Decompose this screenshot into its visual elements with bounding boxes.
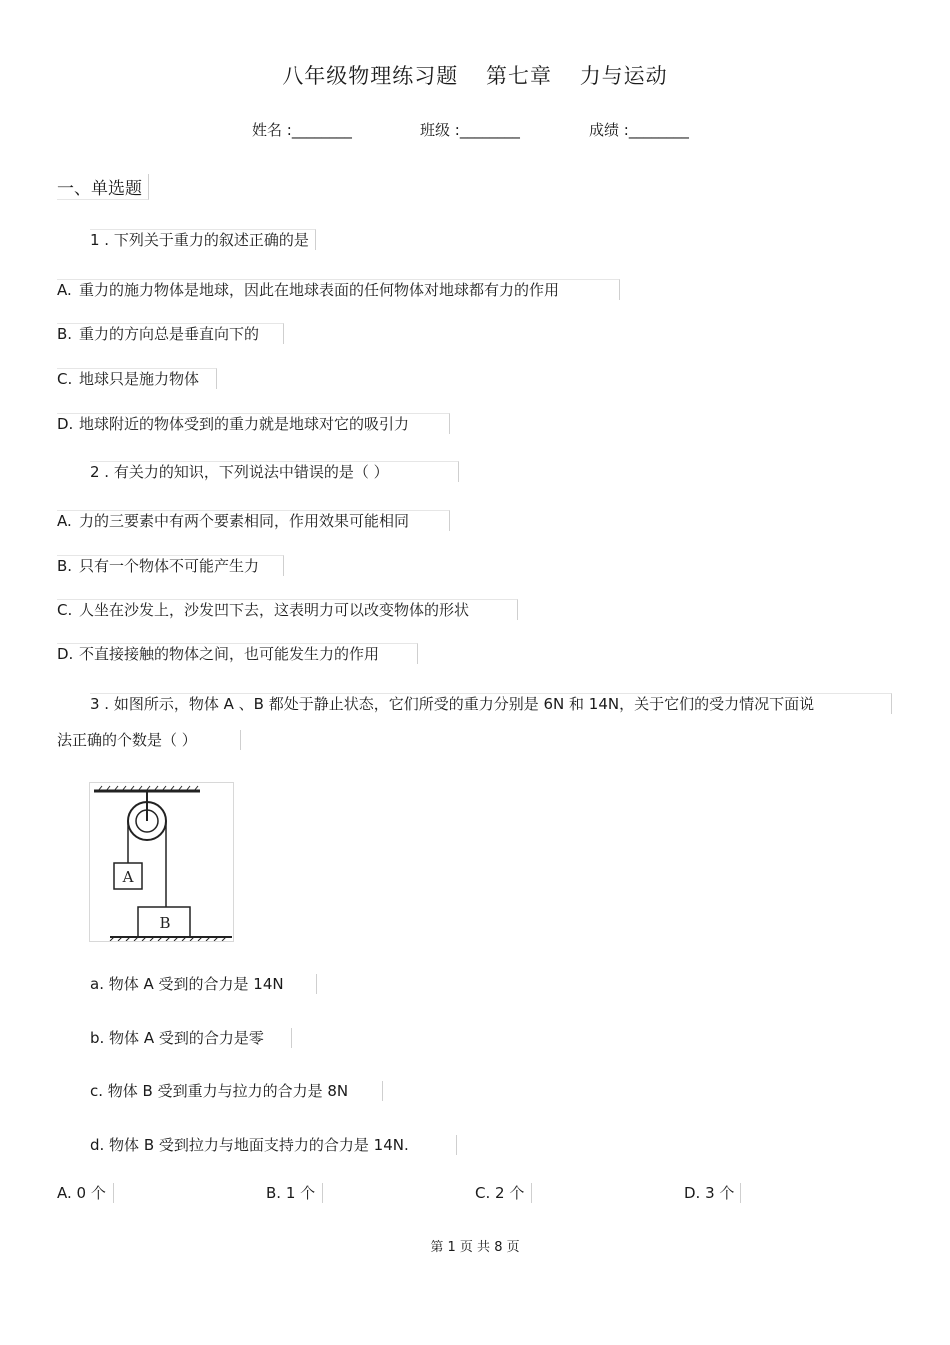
choice-letter: C. <box>475 1184 491 1202</box>
option-text: 地球附近的物体受到的重力就是地球对它的吸引力 <box>79 415 410 433</box>
choice-text: 1 个 <box>285 1184 316 1202</box>
choice-letter: A. <box>57 1184 72 1202</box>
q1-option-d[interactable] <box>57 413 450 434</box>
section-heading: 一、单选题 <box>57 174 149 200</box>
option-letter: B. <box>57 557 73 575</box>
page-title <box>0 60 950 90</box>
q3-statement-a: a. 物体 A 受到的合力是 14N <box>90 974 317 994</box>
q3-statement-b: b. 物体 A 受到的合力是零 <box>90 1028 292 1048</box>
q2-option-b[interactable] <box>57 555 284 576</box>
option-letter: C. <box>57 370 73 388</box>
q2-option-a[interactable] <box>57 510 450 531</box>
block-b-label: B <box>159 914 171 932</box>
q3-choice-b[interactable] <box>266 1183 323 1203</box>
title-topic: 力与运动 <box>579 64 668 88</box>
option-text: 人坐在沙发上，沙发凹下去，这表明力可以改变物体的形状 <box>79 601 470 619</box>
choice-letter: D. <box>684 1184 701 1202</box>
option-text: 不直接接触的物体之间，也可能发生力的作用 <box>79 645 380 663</box>
q1-option-b[interactable] <box>57 323 284 344</box>
title-grade: 八年级物理练习题 <box>282 64 459 88</box>
choice-text: 0 个 <box>76 1184 106 1202</box>
name-field[interactable]: 姓名 :________ <box>252 121 352 139</box>
title-chapter: 第七章 <box>486 64 552 88</box>
option-text: 只有一个物体不可能产生力 <box>79 557 260 575</box>
option-letter: C. <box>57 601 73 619</box>
q3-choice-c[interactable] <box>475 1183 532 1203</box>
option-letter: D. <box>57 415 74 433</box>
choice-letter: B. <box>266 1184 282 1202</box>
pulley-diagram <box>90 783 233 941</box>
option-letter: B. <box>57 325 73 343</box>
q1-option-c[interactable] <box>57 368 217 389</box>
option-text: 重力的施力物体是地球，因此在地球表面的任何物体对地球都有力的作用 <box>79 281 560 299</box>
choice-text: 3 个 <box>705 1184 735 1202</box>
q3-statement-c: c. 物体 B 受到重力与拉力的合力是 8N <box>90 1081 383 1101</box>
option-text: 力的三要素中有两个要素相同，作用效果可能相同 <box>79 512 410 530</box>
option-letter: D. <box>57 645 74 663</box>
question-3-stem-line2: 法正确的个数是（ ） <box>57 730 241 750</box>
class-field[interactable]: 班级 :________ <box>420 121 520 139</box>
question-2-stem: 2 . 有关力的知识，下列说法中错误的是（ ） <box>90 461 459 482</box>
q1-option-a[interactable] <box>57 279 620 300</box>
page-number: 第 1 页 共 8 页 <box>430 1240 520 1255</box>
q2-option-c[interactable] <box>57 599 518 620</box>
q3-choice-a[interactable] <box>57 1183 114 1203</box>
score-field[interactable]: 成绩 :________ <box>589 121 689 139</box>
choice-text: 2 个 <box>495 1184 525 1202</box>
block-a-label: A <box>122 868 134 886</box>
question-3-stem-line1: 3 . 如图所示，物体 A 、B 都处于静止状态，它们所受的重力分别是 6N 和 14N，关于它们的受力情况下面说 <box>90 693 892 714</box>
option-letter: A. <box>57 512 72 530</box>
pulley-figure <box>89 782 234 942</box>
q2-option-d[interactable] <box>57 643 418 664</box>
option-text: 重力的方向总是垂直向下的 <box>79 325 260 343</box>
option-letter: A. <box>57 281 72 299</box>
question-1-stem: 1 . 下列关于重力的叙述正确的是 <box>90 229 316 250</box>
q3-statement-d: d. 物体 B 受到拉力与地面支持力的合力是 14N. <box>90 1135 457 1155</box>
q3-choice-d[interactable] <box>684 1183 741 1203</box>
option-text: 地球只是施力物体 <box>79 370 200 388</box>
